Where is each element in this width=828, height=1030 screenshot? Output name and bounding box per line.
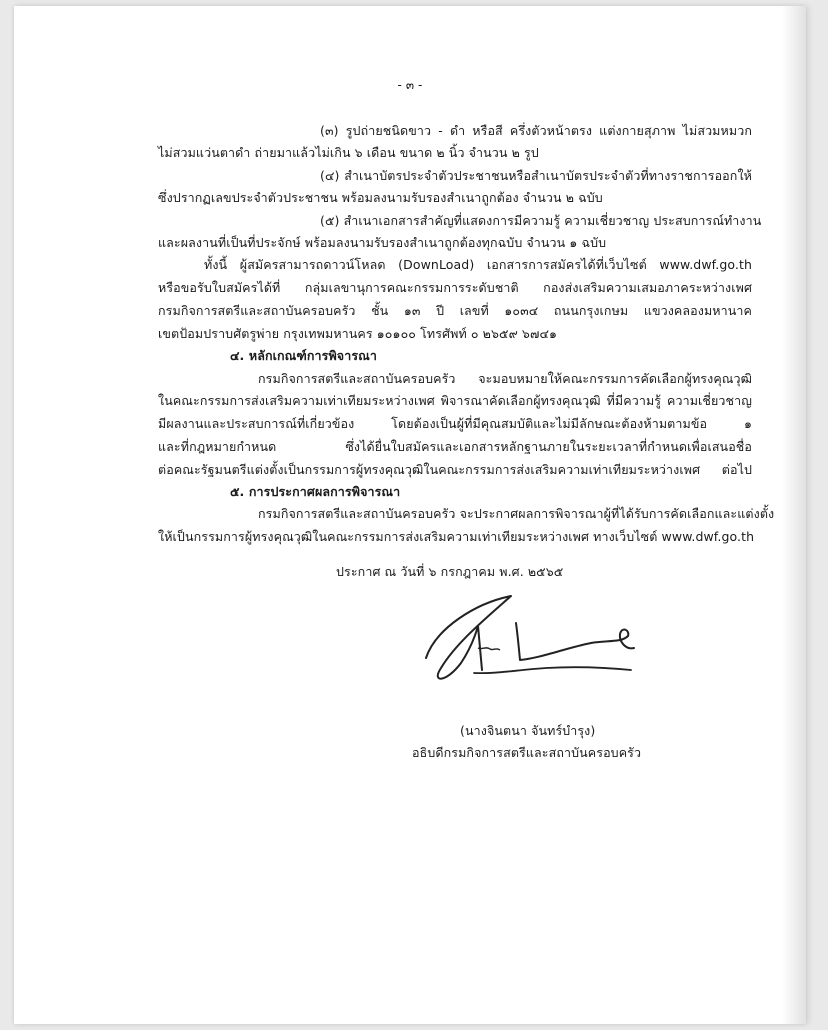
list-item: และผลงานที่เป็นที่ประจักษ์ พร้อมลงนามรับรองสำเนาถูกต้องทุกฉบับ จำนวน ๑ ฉบับ bbox=[158, 235, 607, 250]
signature-image bbox=[416, 588, 636, 698]
paragraph-line: ให้เป็นกรรมการผู้ทรงคุณวุฒิในคณะกรรมการส่งเสริมความเท่าเทียมระหว่างเพศ ทางเว็บไซต์ www.dwf.go.th bbox=[158, 529, 755, 544]
section-heading: ๔. หลักเกณฑ์การพิจารณา bbox=[230, 348, 377, 363]
paragraph-line: หรือขอรับใบสมัครได้ที่ กลุ่มเลขานุการคณะกรรมการระดับชาติ กองส่งเสริมความเสมอภาคระหว่างเพศ bbox=[158, 280, 752, 295]
paragraph-line: และที่กฎหมายกำหนด ซึ่งได้ยื่นใบสมัครและเอกสารหลักฐานภายในระยะเวลาที่กำหนดเพื่อเสนอชื่อ bbox=[158, 439, 752, 454]
paragraph-line: กรมกิจการสตรีและสถาบันครอบครัว จะประกาศผลการพิจารณาผู้ที่ได้รับการคัดเลือกและแต่งตั้ง bbox=[258, 506, 775, 521]
section-heading: ๕. การประกาศผลการพิจารณา bbox=[230, 484, 401, 499]
page-number: - ๓ - bbox=[397, 78, 423, 92]
signer-name: (นางจินตนา จันทร์บำรุง) bbox=[460, 723, 596, 738]
paragraph-line: ในคณะกรรมการส่งเสริมความเท่าเทียมระหว่างเพศ พิจารณาคัดเลือกผู้ทรงคุณวุฒิ ที่มีความรู้ ความเชี่ยวชาญ bbox=[158, 393, 752, 408]
list-item: (๔) สำเนาบัตรประจำตัวประชาชนหรือสำเนาบัตรประจำตัวที่ทางราชการออกให้ bbox=[320, 168, 752, 183]
signer-title: อธิบดีกรมกิจการสตรีและสถาบันครอบครัว bbox=[412, 745, 642, 760]
paragraph-line: มีผลงานและประสบการณ์ที่เกี่ยวข้อง โดยต้องเป็นผู้ที่มีคุณสมบัติและไม่มีลักษณะต้องห้ามตามข้อ ๑ bbox=[158, 416, 752, 431]
list-item: ไม่สวมแว่นตาดำ ถ่ายมาแล้วไม่เกิน ๖ เดือน ขนาด ๒ นิ้ว จำนวน ๒ รูป bbox=[158, 145, 539, 160]
list-item: (๕) สำเนาเอกสารสำคัญที่แสดงการมีความรู้ ความเชี่ยวชาญ ประสบการณ์ทำงาน bbox=[320, 213, 762, 228]
paragraph-line: ต่อคณะรัฐมนตรีแต่งตั้งเป็นกรรมการผู้ทรงคุณวุฒิในคณะกรรมการส่งเสริมความเท่าเทียมระหว่างเพศ ต่อไป bbox=[158, 462, 752, 477]
paragraph-line: กรมกิจการสตรีและสถาบันครอบครัว จะมอบหมายให้คณะกรรมการคัดเลือกผู้ทรงคุณวุฒิ bbox=[258, 371, 752, 386]
document-page bbox=[14, 6, 806, 1024]
paragraph-line: กรมกิจการสตรีและสถาบันครอบครัว ชั้น ๑๓ ปี เลขที่ ๑๐๓๔ ถนนกรุงเกษม แขวงคลองมหานาค bbox=[158, 303, 752, 318]
paragraph-line: ทั้งนี้ ผู้สมัครสามารถดาวน์โหลด (DownLoad) เอกสารการสมัครได้ที่เว็บไซต์ www.dwf.go.th bbox=[204, 257, 752, 272]
list-item: ซึ่งปรากฏเลขประจำตัวประชาชน พร้อมลงนามรับรองสำเนาถูกต้อง จำนวน ๒ ฉบับ bbox=[158, 190, 603, 205]
announce-date: ประกาศ ณ วันที่ ๖ กรกฎาคม พ.ศ. ๒๕๖๕ bbox=[336, 564, 564, 579]
page-edge-shadow bbox=[782, 6, 806, 1024]
paragraph-line: เขตป้อมปราบศัตรูพ่าย กรุงเทพมหานคร ๑๐๑๐๐ โทรศัพท์ ๐ ๒๖๕๙ ๖๗๔๑ bbox=[158, 326, 558, 341]
list-item: (๓) รูปถ่ายชนิดขาว - ดำ หรือสี ครึ่งตัวหน้าตรง แต่งกายสุภาพ ไม่สวมหมวก bbox=[320, 123, 752, 138]
